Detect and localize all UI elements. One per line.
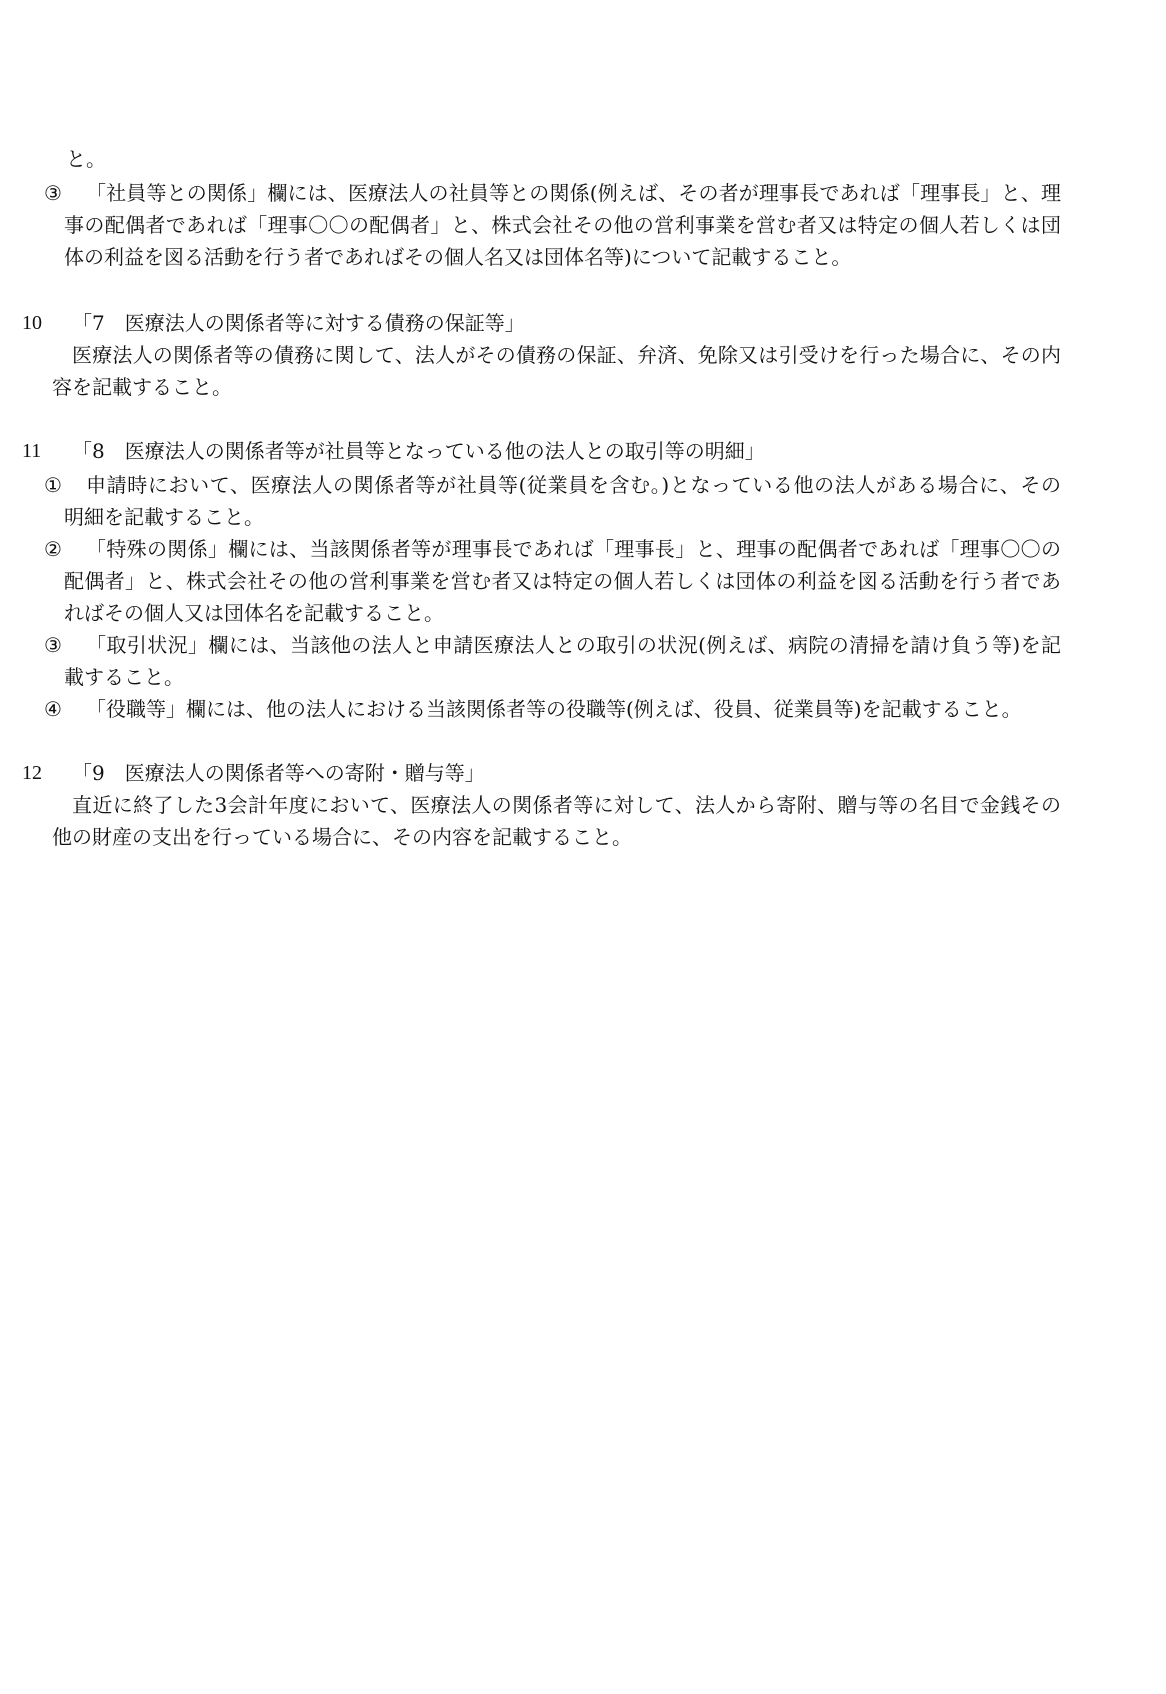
section-text-line: 容を記載すること。 <box>52 375 232 399</box>
item-text-line: ればその個人又は団体名を記載すること。 <box>64 601 444 625</box>
section-text-line: 直近に終了した3会計年度において、医療法人の関係者等に対して、法人から寄附、贈与等の名目で金銭その <box>72 793 1061 817</box>
section-text-line: 医療法人の関係者等の債務に関して、法人がその債務の保証、弁済、免除又は引受けを行った場合に、その内 <box>72 343 1061 367</box>
item-marker: ④ <box>44 697 62 721</box>
continuation-text: と。 <box>66 147 106 171</box>
item-marker: ① <box>44 473 62 497</box>
item-text-line: 「役職等」欄には、他の法人における当該関係者等の役職等(例えば、役員、従業員等)を記載すること。 <box>86 697 1022 721</box>
item-marker: ③ <box>44 181 62 205</box>
item-text-line: 申請時において、医療法人の関係者等が社員等(従業員を含む。)となっている他の法人がある場合に、その <box>86 473 1061 497</box>
item-text-line: 体の利益を図る活動を行う者であればその個人名又は団体名等)について記載すること。 <box>64 245 852 269</box>
section-text-line: 他の財産の支出を行っている場合に、その内容を記載すること。 <box>52 825 632 849</box>
item-marker: ③ <box>44 633 62 657</box>
item-text-line: 「特殊の関係」欄には、当該関係者等が理事長であれば「理事長」と、理事の配偶者であれば「理事〇〇の <box>86 537 1061 561</box>
section-number: 10 <box>22 312 42 334</box>
section-number: 12 <box>22 762 42 784</box>
item-text-line: 「取引状況」欄には、当該他の法人と申請医療法人との取引の状況(例えば、病院の清掃を請け負う等)を記 <box>86 633 1061 657</box>
item-text-line: 事の配偶者であれば「理事〇〇の配偶者」と、株式会社その他の営利事業を営む者又は特定の個人若しくは団 <box>64 213 1061 237</box>
section-heading: 「8 医療法人の関係者等が社員等となっている他の法人との取引等の明細」 <box>72 439 765 463</box>
item-marker: ② <box>44 537 62 561</box>
section-heading: 「9 医療法人の関係者等への寄附・贈与等」 <box>72 761 485 785</box>
section-heading: 「7 医療法人の関係者等に対する債務の保証等」 <box>72 311 525 335</box>
item-text-line: 載すること。 <box>64 665 184 689</box>
item-text-line: 「社員等との関係」欄には、医療法人の社員等との関係(例えば、その者が理事長であれば「理事長」と、理 <box>86 181 1061 205</box>
item-text-line: 配偶者」と、株式会社その他の営利事業を営む者又は特定の個人若しくは団体の利益を図る活動を行う者であ <box>64 569 1061 593</box>
section-number: 11 <box>22 440 42 462</box>
item-text-line: 明細を記載すること。 <box>64 505 264 529</box>
